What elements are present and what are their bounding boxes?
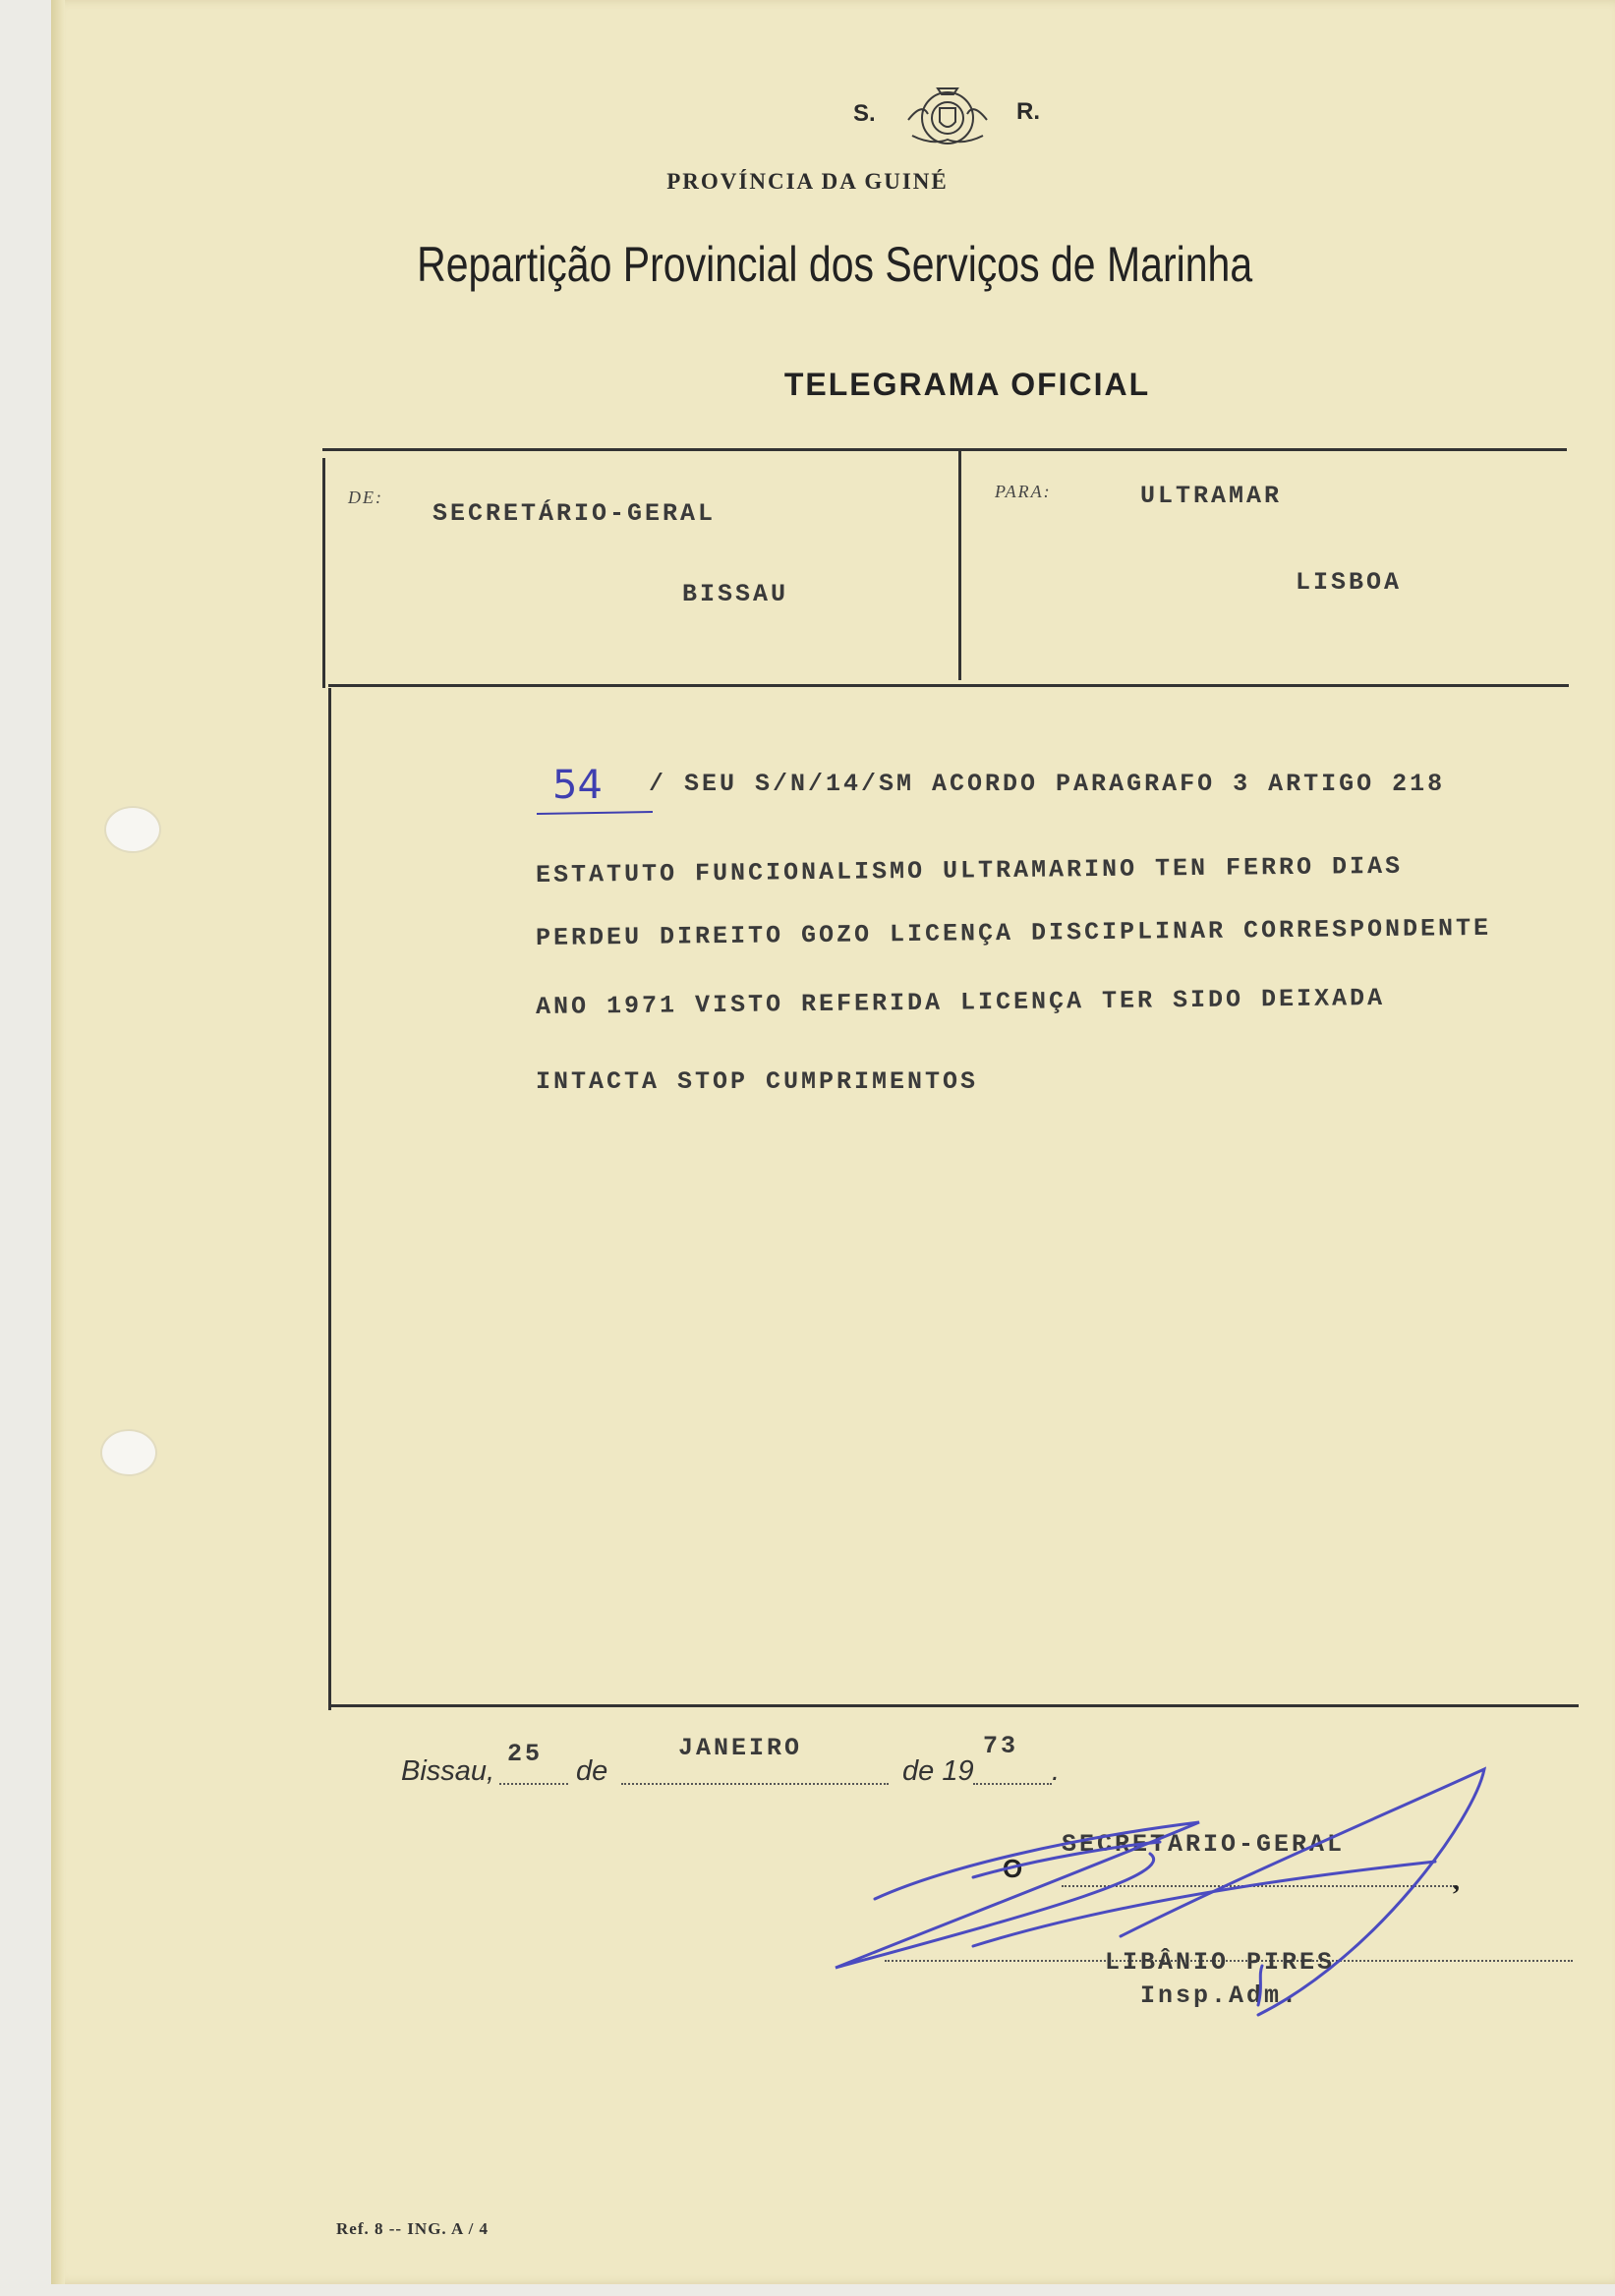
dateline-de-1: de [576, 1755, 608, 1787]
header-initial-s: S. [853, 100, 876, 127]
dateline-place: Bissau, [401, 1755, 495, 1787]
from-label: DE: [348, 488, 383, 507]
dateline-year: 73 [983, 1732, 1019, 1760]
message-line-3: PERDEU DIREITO GOZO LICENÇA DISCIPLINAR CORRESPONDENTE [535, 913, 1492, 952]
handwritten-message-number: 54 [552, 763, 603, 808]
punch-hole-bottom [102, 1431, 155, 1474]
frame-bottom-rule [330, 1704, 1579, 1707]
punch-hole-top [106, 808, 159, 851]
to-line-1: ULTRAMAR [1140, 482, 1283, 510]
signature-title: SECRETÁRIO-GERAL [1062, 1830, 1346, 1859]
dateline-day: 25 [507, 1740, 544, 1768]
dateline-de-2: de 19 [902, 1755, 974, 1787]
coat-of-arms-icon [902, 81, 993, 155]
frame-top-rule [322, 448, 1567, 451]
frame-middle-rule [958, 450, 961, 680]
document-type-heading: TELEGRAMA OFICIAL [783, 367, 1151, 402]
handwritten-signature [826, 1759, 1494, 2054]
province-heading: PROVÍNCIA DA GUINÉ [666, 169, 949, 194]
from-line-2: BISSAU [682, 580, 789, 608]
message-line-5: INTACTA STOP CUMPRIMENTOS [536, 1067, 979, 1096]
signatory-rank: Insp.Adm. [1140, 1981, 1300, 2010]
message-line-4: ANO 1971 VISTO REFERIDA LICENÇA TER SIDO DEIXADA [535, 983, 1386, 1021]
frame-left-rule-lower [328, 688, 331, 1710]
office-heading: Repartição Provincial dos Serviços de Marinha [417, 237, 1253, 292]
to-line-2: LISBOA [1296, 568, 1403, 597]
frame-divider-rule [328, 684, 1569, 687]
from-line-1: SECRETÁRIO-GERAL [433, 499, 717, 528]
message-line-1: / SEU S/N/14/SM ACORDO PARAGRAFO 3 ARTIGO 218 [649, 770, 1446, 798]
footer-reference: Ref. 8 -- ING. A / 4 [336, 2219, 490, 2238]
dateline-month: JANEIRO [678, 1734, 803, 1762]
frame-left-rule-upper [322, 458, 325, 688]
header-initial-r: R. [1016, 98, 1040, 125]
dateline-day-blank [499, 1783, 568, 1785]
paper-edge [51, 0, 65, 2284]
signature-article: O [1003, 1854, 1023, 1883]
message-line-2: ESTATUTO FUNCIONALISMO ULTRAMARINO TEN FERRO DIAS [535, 851, 1404, 890]
signatory-name: LIBÂNIO PIRES [1105, 1948, 1336, 1977]
dateline-end: . [1052, 1755, 1061, 1787]
signature-comma: , [1453, 1866, 1460, 1896]
to-label: PARA: [995, 482, 1052, 501]
